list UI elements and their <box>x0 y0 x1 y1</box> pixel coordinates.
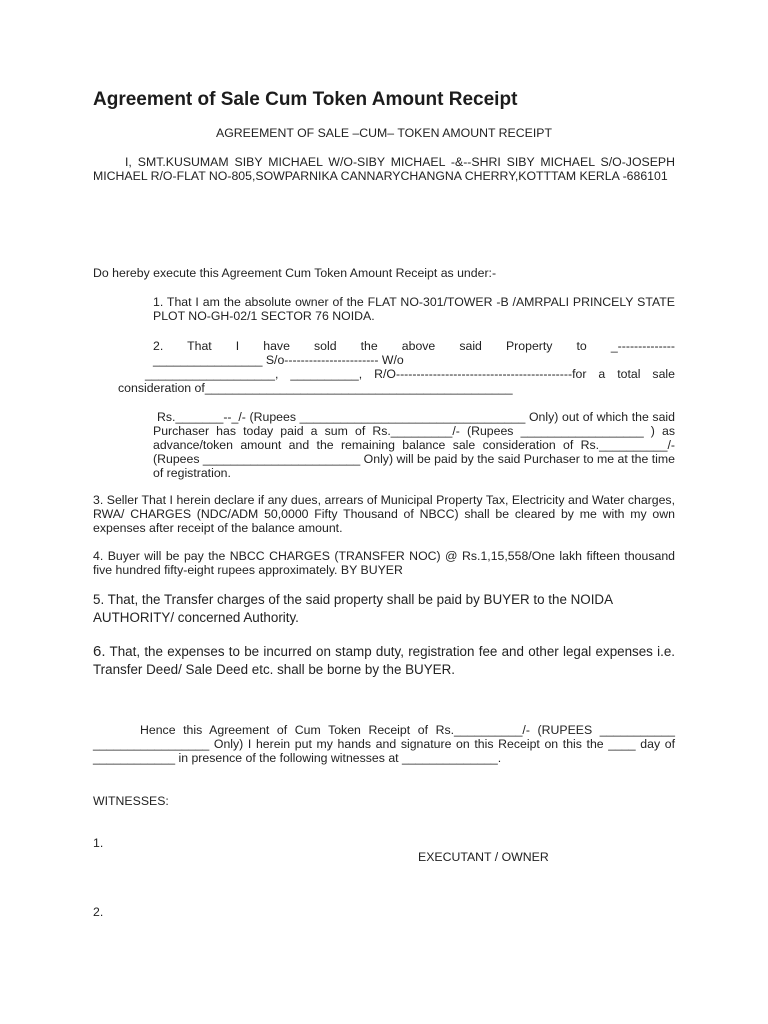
clause-4: 4. Buyer will be pay the NBCC CHARGES (TRANSFER NOC) @ Rs.1,15,558/One lakh fifteen thousand five hundred fifty-eight rupees approximately. BY BUYER <box>93 549 675 577</box>
clause-5: 5. That, the Transfer charges of the said property shall be paid by BUYER to the NOIDA AUTHORITY/ concerned Authority. <box>93 592 613 625</box>
executant-label: EXECUTANT / OWNER <box>418 850 549 864</box>
clause-1: 1. That I am the absolute owner of the FLAT NO-301/TOWER -B /AMRPALI PRINCELY STATE PLOT NO-GH-02/1 SECTOR 76 NOIDA. <box>153 295 675 323</box>
clause-2 <box>118 339 675 395</box>
clause-6 <box>93 643 675 679</box>
document-title: Agreement of Sale Cum Token Amount Receipt <box>93 89 518 110</box>
clause-2-line-4: consideration of_____________________________________________ <box>118 381 513 395</box>
execute-line: Do hereby execute this Agreement Cum Token Amount Receipt as under:- <box>93 266 497 280</box>
clause-2-line-2: ________________ S/o----------------------- W/o <box>153 353 404 367</box>
clause-2-line-1: 2. That I have sold the above said Property to _-------------- <box>153 339 675 353</box>
clause-2-line-3: ___________________, __________, R/O-------------------------------------------for a total sale <box>145 367 675 381</box>
witness-2-number: 2. <box>93 905 104 919</box>
hence-paragraph: Hence this Agreement of Cum Token Receipt of Rs.__________/- (RUPEES ___________ _________________ Only) I herein put my hands and signature on this Receipt on this the ____ day of ____________ in presence of the following witnesses at ______________. <box>93 723 675 765</box>
document-subtitle: AGREEMENT OF SALE –CUM– TOKEN AMOUNT RECEIPT <box>216 126 552 140</box>
clause-6-text: That, the expenses to be incurred on stamp duty, registration fee and other legal expenses i.e. Transfer Deed/ Sale Deed etc. shall be borne by the BUYER. <box>93 644 675 677</box>
witness-1-number: 1. <box>93 836 104 850</box>
intro-paragraph: I, SMT.KUSUMAM SIBY MICHAEL W/O-SIBY MICHAEL -&--SHRI SIBY MICHAEL S/O-JOSEPH MICHAEL R/O-FLAT NO-805,SOWPARNIKA CANNARYCHANGNA CHERRY,KOTTTAM KERLA -686101 <box>93 155 675 183</box>
rupees-paragraph: Rs._______--_/- (Rupees _________________________________ Only) out of which the said Purchaser has today paid a sum of Rs._________/- (Rupees __________________ ) as advance/token amount and the remaining balance sale consideration of Rs.__________/- (Rupees _______________________ Only) will be paid by the said Purchaser to me at the time of registration. <box>153 410 675 480</box>
clause-3: 3. Seller That I herein declare if any dues, arrears of Municipal Property Tax, Electricity and Water charges, RWA/ CHARGES (NDC/ADM 50,0000 Fifty Thousand of NBCC) shall be cleared by me with my own expenses after receipt of the balance amount. <box>93 493 675 535</box>
clause-6-number: 6. <box>93 643 106 660</box>
witnesses-label: WITNESSES: <box>93 794 169 808</box>
